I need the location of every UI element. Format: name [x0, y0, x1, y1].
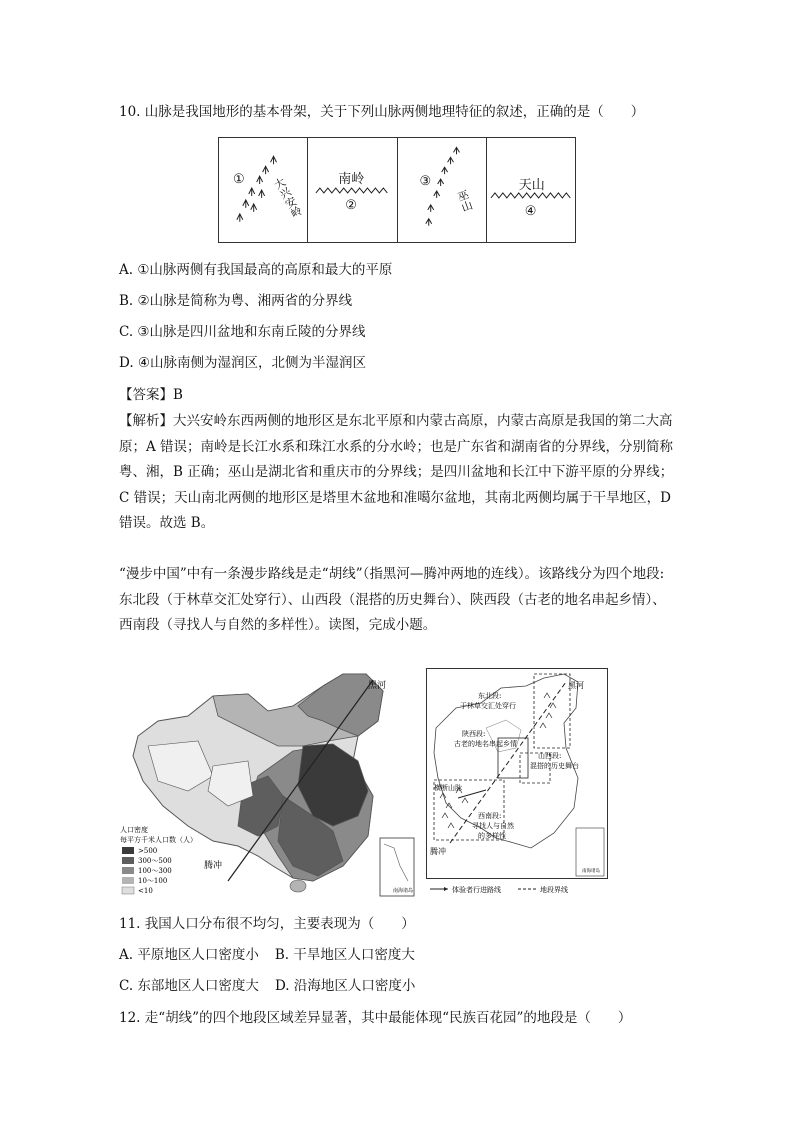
q11-option-a: A. 平原地区人口密度小: [119, 947, 259, 963]
hu-line-route-map: [426, 668, 608, 896]
mountain-symbols-1: [219, 138, 307, 242]
right-inset-label: 南海诸岛: [582, 869, 600, 874]
right-map-heihe: 黑河: [568, 681, 584, 690]
mountain-num-3: ③: [419, 174, 432, 189]
shanxi-label: 山西段:: [538, 752, 562, 760]
legend-swatch-1: [122, 847, 134, 854]
mountain-name-2: 南岭: [338, 172, 365, 187]
legend-route: 体验者行进路线: [452, 886, 501, 894]
shanxi-text: 混搭的历史舞台: [530, 762, 579, 770]
shaanxi-label: 陕西段:: [462, 730, 486, 738]
legend-label-4: 10～100: [138, 877, 168, 885]
q10-analysis: 【解析】大兴安岭东西两侧的地形区是东北平原和内蒙古高原，内蒙古高原是我国的第二大高原；A 错误；南岭是长江水系和珠江水系的分水岭；也是广东省和湖南省的分界线，分别简称粤、湘，B 正确；巫山是湖北省和重庆市的分界线；是四川盆地和长江中下游平原的分界线；C 错误；天山南北两侧的地形区是塔里木盆地和准噶尔盆地，其南北两侧均属于干旱地区，D 错误。故选 B。: [119, 413, 674, 531]
q10-stem: 10. 山脉是我国地形的基本骨架，关于下列山脉两侧地理特征的叙述，正确的是（ ）: [119, 104, 645, 120]
mountain-symbols-3: [398, 138, 486, 242]
legend-label-1: >500: [138, 847, 158, 855]
legend-swatch-2: [122, 857, 134, 864]
ne-text: 于林草交汇处穿行: [460, 702, 516, 710]
hu-line-intro: “漫步中国”中有一条漫步路线是走“胡线”（指黑河—腾冲两地的连线）。该路线分为四个地段: 东北段（于林草交汇处穿行）、山西段（混搭的历史舞台）、陕西段（古老的地名串起乡情）、西南段（寻找人与自然的多样性）。读图，完成小题。: [119, 566, 666, 633]
shaanxi-text: 古老的地名串起乡情: [454, 740, 517, 748]
left-inset-label: 南海诸岛: [393, 888, 414, 894]
legend-swatch-5: [122, 887, 134, 894]
hengduan-label: 横断山脉: [434, 784, 462, 792]
sw-label: 西南段:: [478, 812, 502, 820]
q10-option-b: B. ②山脉是简称为粤、湘两省的分界线: [119, 293, 353, 309]
q10-answer: 【答案】B: [119, 387, 183, 403]
sw-text-1: 寻找人与自然: [472, 822, 514, 830]
mountain-num-4: ④: [524, 204, 537, 219]
legend-label-3: 100～300: [138, 867, 172, 875]
mountain-name-4: 天山: [518, 178, 545, 193]
legend-label-5: <10: [138, 887, 153, 895]
mountain-cell-1: [219, 138, 308, 242]
legend-swatch-4: [122, 877, 134, 884]
mountain-num-2: ②: [345, 198, 357, 213]
q12-stem: 12. 走“胡线”的四个地段区域差异显著，其中最能体现“民族百花园”的地段是（ ）: [119, 1010, 632, 1026]
q11-options-cd: [119, 976, 415, 996]
q10-option-d: D. ④山脉南侧为湿润区，北侧为半湿润区: [119, 355, 367, 371]
mountain-cell-2: [308, 138, 397, 242]
q11-option-b: B. 干旱地区人口密度大: [274, 947, 415, 963]
q11-options-ab: [119, 945, 415, 965]
right-map-tengchong: 腾冲: [430, 847, 446, 856]
q10-option-c: C. ③山脉是四川盆地和东南丘陵的分界线: [119, 324, 366, 340]
q10-option-a: A. ①山脉两侧有我国最高的高原和最大的平原: [119, 262, 393, 278]
population-density-map: [118, 666, 418, 902]
q11-option-d: D. 沿海地区人口密度小: [274, 978, 416, 994]
legend-boundary: 地段界线: [540, 886, 568, 894]
legend-subtitle: 每平方千米人口数（人）: [120, 836, 197, 844]
legend-label-2: 300～500: [138, 857, 172, 865]
q11-stem: 11. 我国人口分布很不均匀，主要表现为（ ）: [119, 916, 415, 932]
mountain-cell-4: [487, 138, 575, 242]
mountain-table: [218, 137, 576, 243]
ne-label: 东北段:: [478, 692, 502, 700]
mountain-name-3: 巫山: [454, 188, 474, 214]
q11-option-c: C. 东部地区人口密度大: [119, 978, 259, 994]
mountain-name-1: 大兴安岭: [270, 175, 305, 221]
mountain-cell-3: [398, 138, 487, 242]
mountain-symbols-2: [308, 138, 396, 242]
sw-text-2: 的多样性: [478, 832, 506, 840]
left-map-heihe: 黑河: [368, 681, 387, 691]
legend-swatch-3: [122, 867, 134, 874]
left-map-tengchong: 腾冲: [204, 861, 223, 871]
mountain-num-1: ①: [233, 172, 245, 187]
legend-title: 人口密度: [120, 826, 148, 834]
